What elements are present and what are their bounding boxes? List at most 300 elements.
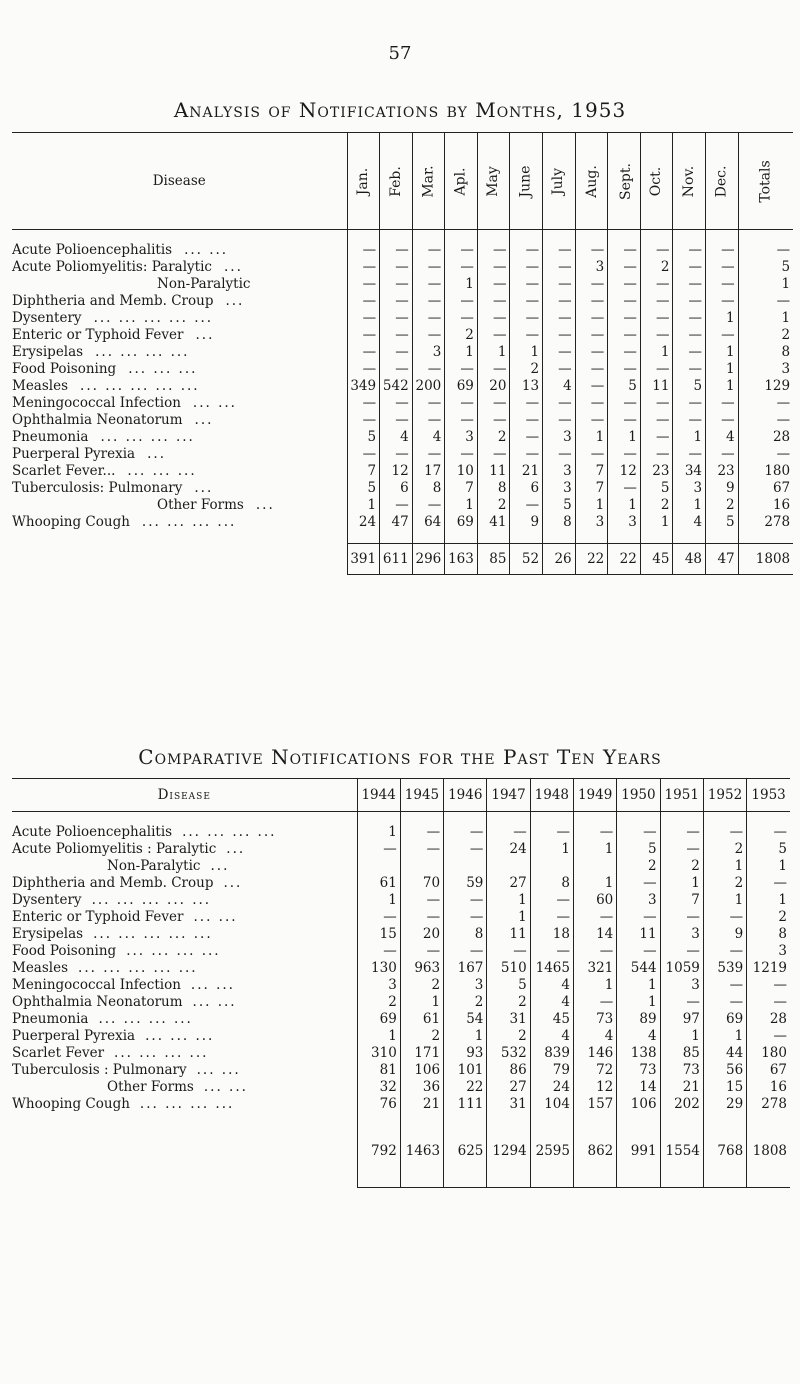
- disease-label: [12, 1062, 357, 1079]
- cell-value: 129: [738, 378, 793, 395]
- cell-value: —: [412, 276, 445, 293]
- cell-value: —: [660, 994, 703, 1011]
- cell-value: —: [444, 909, 487, 926]
- cell-value: —: [400, 943, 443, 960]
- total-value: 47: [706, 544, 739, 575]
- table-row: [12, 1062, 790, 1079]
- cell-value: —: [347, 395, 380, 412]
- cell-value: 3: [617, 892, 660, 909]
- leader-dots: ... ... ...: [127, 463, 197, 479]
- cell-value: —: [673, 412, 706, 429]
- cell-value: —: [380, 310, 413, 327]
- cell-value: 2: [477, 497, 510, 514]
- disease-label: [12, 310, 347, 327]
- cell-value: 13: [510, 378, 543, 395]
- cell-value: 202: [660, 1096, 703, 1113]
- cell-value: 1: [703, 1028, 746, 1045]
- cell-value: 2: [640, 259, 673, 276]
- cell-value: 2: [445, 327, 478, 344]
- disease-label: [12, 242, 347, 259]
- cell-value: 24: [487, 841, 530, 858]
- table-row: [12, 514, 793, 531]
- cell-value: —: [530, 824, 573, 841]
- cell-value: —: [573, 994, 616, 1011]
- leader-dots: ... ... ...: [128, 361, 198, 377]
- table-row: [12, 1045, 790, 1062]
- cell-value: —: [445, 446, 478, 463]
- leader-dots: ... ...: [196, 1062, 241, 1078]
- cell-value: 3: [575, 514, 608, 531]
- leader-dots: ...: [223, 875, 243, 891]
- monthly-notifications-table: [12, 132, 793, 575]
- cell-value: 2: [487, 1028, 530, 1045]
- cell-value: 76: [357, 1096, 400, 1113]
- cell-value: 61: [400, 1011, 443, 1028]
- total-value: 163: [445, 544, 478, 575]
- cell-value: 79: [530, 1062, 573, 1079]
- cell-value: 111: [444, 1096, 487, 1113]
- cell-value: 89: [617, 1011, 660, 1028]
- cell-value: 29: [703, 1096, 746, 1113]
- table1-title: Analysis of Notifications by Months, 1953: [173, 98, 627, 122]
- cell-value: 15: [357, 926, 400, 943]
- cell-value: 10: [445, 463, 478, 480]
- month-header-label: June: [517, 165, 534, 197]
- table-row: [12, 892, 790, 909]
- disease-name: Dysentery: [12, 892, 82, 908]
- cell-value: 70: [400, 875, 443, 892]
- total-value: 1463: [400, 1137, 443, 1188]
- cell-value: 31: [487, 1096, 530, 1113]
- month-header-label: Dec.: [713, 165, 730, 197]
- cell-value: 97: [660, 1011, 703, 1028]
- cell-value: 11: [617, 926, 660, 943]
- cell-value: —: [412, 361, 445, 378]
- spacer-row: [12, 531, 793, 544]
- leader-dots: ... ...: [203, 1079, 248, 1095]
- cell-value: 23: [706, 463, 739, 480]
- cell-value: 3: [412, 344, 445, 361]
- total-value: 1808: [747, 1137, 790, 1188]
- cell-value: 85: [660, 1045, 703, 1062]
- cell-value: —: [673, 327, 706, 344]
- disease-label: [12, 259, 347, 276]
- cell-value: 200: [412, 378, 445, 395]
- total-value: 48: [673, 544, 706, 575]
- disease-label: [12, 994, 357, 1011]
- table-row: [12, 378, 793, 395]
- disease-label: [12, 463, 347, 480]
- disease-name: Meningococcal Infection: [12, 395, 181, 411]
- cell-value: 106: [617, 1096, 660, 1113]
- cell-value: 5: [706, 514, 739, 531]
- cell-value: —: [347, 344, 380, 361]
- cell-value: 2: [444, 994, 487, 1011]
- cell-value: 2: [703, 841, 746, 858]
- leader-dots: ... ...: [192, 994, 237, 1010]
- cell-value: —: [617, 824, 660, 841]
- cell-value: —: [738, 293, 793, 310]
- cell-value: —: [380, 412, 413, 429]
- disease-name: Acute Polioencephalitis: [12, 242, 173, 258]
- cell-value: 539: [703, 960, 746, 977]
- cell-value: —: [673, 344, 706, 361]
- leader-dots: ... ... ... ...: [139, 1096, 235, 1112]
- cell-value: 56: [703, 1062, 746, 1079]
- cell-value: 1: [357, 892, 400, 909]
- cell-value: 1: [575, 429, 608, 446]
- cell-value: —: [575, 412, 608, 429]
- cell-value: 17: [412, 463, 445, 480]
- cell-value: [530, 858, 573, 875]
- cell-value: 3: [357, 977, 400, 994]
- cell-value: 510: [487, 960, 530, 977]
- disease-name: Acute Polioencephalitis: [12, 824, 173, 840]
- disease-label: [12, 892, 357, 909]
- cell-value: 5: [673, 378, 706, 395]
- cell-value: —: [673, 242, 706, 259]
- cell-value: 2: [477, 429, 510, 446]
- cell-value: —: [640, 446, 673, 463]
- cell-value: 1: [445, 344, 478, 361]
- leader-dots: ... ... ... ... ...: [80, 378, 200, 394]
- cell-value: —: [400, 892, 443, 909]
- cell-value: —: [380, 259, 413, 276]
- cell-value: 278: [747, 1096, 790, 1113]
- disease-label: [12, 1028, 357, 1045]
- cell-value: —: [543, 276, 576, 293]
- cell-value: —: [445, 412, 478, 429]
- cell-value: 5: [347, 480, 380, 497]
- cell-value: —: [575, 310, 608, 327]
- leader-dots: ...: [194, 412, 214, 428]
- cell-value: 5: [738, 259, 793, 276]
- cell-value: 8: [444, 926, 487, 943]
- disease-label: [12, 327, 347, 344]
- cell-value: 3: [543, 480, 576, 497]
- cell-value: —: [747, 1028, 790, 1045]
- total-value: 625: [444, 1137, 487, 1188]
- disease-label: [12, 1079, 357, 1096]
- cell-value: —: [510, 429, 543, 446]
- disease-label: [12, 480, 347, 497]
- cell-value: 839: [530, 1045, 573, 1062]
- cell-value: 7: [347, 463, 380, 480]
- table-row: [12, 259, 793, 276]
- spacer-row: [12, 1113, 790, 1125]
- cell-value: —: [673, 361, 706, 378]
- year-header: 1946: [444, 779, 487, 812]
- leader-dots: ... ... ... ...: [114, 1045, 209, 1061]
- leader-dots: ... ... ...: [145, 1028, 215, 1044]
- year-header: 1949: [573, 779, 616, 812]
- cell-value: 15: [703, 1079, 746, 1096]
- total-value: 296: [412, 544, 445, 575]
- cell-value: [400, 858, 443, 875]
- cell-value: 54: [444, 1011, 487, 1028]
- leader-dots: ... ... ... ...: [100, 429, 195, 445]
- cell-value: 1: [445, 276, 478, 293]
- cell-value: 34: [673, 463, 706, 480]
- cell-value: 532: [487, 1045, 530, 1062]
- table2-header-row: [12, 779, 790, 812]
- cell-value: 1: [673, 429, 706, 446]
- cell-value: 1: [617, 994, 660, 1011]
- disease-name: Measles: [12, 378, 69, 394]
- total-value: 22: [575, 544, 608, 575]
- cell-value: 1: [487, 909, 530, 926]
- cell-value: 1: [530, 841, 573, 858]
- table-row: [12, 926, 790, 943]
- cell-value: —: [444, 841, 487, 858]
- cell-value: —: [347, 327, 380, 344]
- cell-value: —: [617, 909, 660, 926]
- disease-label: [12, 344, 347, 361]
- cell-value: —: [608, 293, 641, 310]
- cell-value: 73: [660, 1062, 703, 1079]
- disease-column-header: Disease: [12, 779, 357, 812]
- cell-value: 3: [660, 977, 703, 994]
- cell-value: 2: [747, 909, 790, 926]
- cell-value: 45: [530, 1011, 573, 1028]
- disease-name: Scarlet Fever...: [12, 463, 116, 479]
- cell-value: —: [543, 412, 576, 429]
- leader-dots: ...: [195, 327, 215, 343]
- cell-value: 44: [703, 1045, 746, 1062]
- disease-label: [12, 514, 347, 531]
- cell-value: —: [412, 242, 445, 259]
- cell-value: 1: [747, 858, 790, 875]
- cell-value: 86: [487, 1062, 530, 1079]
- cell-value: 1: [573, 841, 616, 858]
- cell-value: 167: [444, 960, 487, 977]
- total-value: 2595: [530, 1137, 573, 1188]
- table-row: [12, 909, 790, 926]
- cell-value: 3: [543, 463, 576, 480]
- cell-value: 81: [357, 1062, 400, 1079]
- cell-value: —: [477, 412, 510, 429]
- cell-value: —: [477, 446, 510, 463]
- cell-value: —: [673, 276, 706, 293]
- cell-value: —: [738, 242, 793, 259]
- disease-name: Acute Poliomyelitis : Paralytic: [12, 841, 217, 857]
- cell-value: —: [510, 446, 543, 463]
- leader-dots: ... ... ... ...: [182, 824, 277, 840]
- cell-value: 5: [487, 977, 530, 994]
- disease-name: Enteric or Typhoid Fever: [12, 327, 184, 343]
- cell-value: —: [608, 361, 641, 378]
- cell-value: 3: [673, 480, 706, 497]
- cell-value: 21: [660, 1079, 703, 1096]
- cell-value: —: [673, 395, 706, 412]
- cell-value: —: [380, 276, 413, 293]
- total-value: 1294: [487, 1137, 530, 1188]
- disease-label: [12, 926, 357, 943]
- cell-value: —: [575, 344, 608, 361]
- cell-value: —: [640, 276, 673, 293]
- cell-value: 11: [477, 463, 510, 480]
- cell-value: 8: [738, 344, 793, 361]
- table-row: [12, 412, 793, 429]
- cell-value: —: [477, 293, 510, 310]
- cell-value: 1: [608, 497, 641, 514]
- disease-name: Tuberculosis: Pulmonary: [12, 480, 183, 496]
- cell-value: 1: [747, 892, 790, 909]
- total-value: 1554: [660, 1137, 703, 1188]
- month-header: [640, 133, 673, 230]
- year-header: 1947: [487, 779, 530, 812]
- cell-value: —: [608, 327, 641, 344]
- table-row: [12, 1079, 790, 1096]
- cell-value: 180: [747, 1045, 790, 1062]
- disease-name: Non-Paralytic: [157, 276, 251, 292]
- cell-value: —: [673, 446, 706, 463]
- cell-value: —: [575, 327, 608, 344]
- year-header: 1953: [747, 779, 790, 812]
- disease-label: [12, 1096, 357, 1113]
- cell-value: 1: [487, 892, 530, 909]
- disease-name: Erysipelas: [12, 344, 84, 360]
- disease-label: [12, 1011, 357, 1028]
- cell-value: —: [706, 293, 739, 310]
- total-value: 1808: [738, 544, 793, 575]
- cell-value: —: [703, 943, 746, 960]
- cell-value: —: [380, 497, 413, 514]
- cell-value: —: [530, 943, 573, 960]
- cell-value: —: [477, 242, 510, 259]
- leader-dots: ... ...: [190, 977, 235, 993]
- cell-value: 321: [573, 960, 616, 977]
- cell-value: 157: [573, 1096, 616, 1113]
- cell-value: 64: [412, 514, 445, 531]
- cell-value: 2: [400, 977, 443, 994]
- cell-value: —: [347, 259, 380, 276]
- disease-column-header: Disease: [12, 133, 347, 230]
- cell-value: —: [747, 994, 790, 1011]
- cell-value: 963: [400, 960, 443, 977]
- cell-value: 9: [706, 480, 739, 497]
- leader-dots: ...: [147, 446, 166, 462]
- cell-value: 2: [357, 994, 400, 1011]
- cell-value: —: [400, 824, 443, 841]
- disease-label: [12, 841, 357, 858]
- table2-title: Comparative Notifications for the Past Ten Years: [138, 745, 662, 769]
- cell-value: 9: [510, 514, 543, 531]
- leader-dots: ...: [226, 841, 246, 857]
- disease-label: [12, 446, 347, 463]
- cell-value: —: [380, 395, 413, 412]
- totals-row: [12, 1137, 790, 1188]
- cell-value: —: [703, 994, 746, 1011]
- month-header: [445, 133, 478, 230]
- table-row: [12, 463, 793, 480]
- leader-dots: ...: [194, 480, 214, 496]
- cell-value: —: [444, 892, 487, 909]
- cell-value: —: [477, 310, 510, 327]
- month-header-label: May: [485, 165, 502, 197]
- cell-value: 4: [573, 1028, 616, 1045]
- disease-label: [12, 293, 347, 310]
- cell-value: 6: [510, 480, 543, 497]
- month-header-label: Mar.: [420, 164, 437, 198]
- cell-value: 20: [400, 926, 443, 943]
- cell-value: —: [608, 480, 641, 497]
- cell-value: 349: [347, 378, 380, 395]
- cell-value: —: [608, 412, 641, 429]
- cell-value: 146: [573, 1045, 616, 1062]
- table-row: [12, 994, 790, 1011]
- month-header-label: Oct.: [648, 166, 665, 196]
- cell-value: —: [738, 412, 793, 429]
- cell-value: —: [543, 395, 576, 412]
- disease-name: Whooping Cough: [12, 1096, 130, 1112]
- disease-name: Pneumonia: [12, 429, 89, 445]
- month-header: [673, 133, 706, 230]
- cell-value: 8: [747, 926, 790, 943]
- cell-value: 5: [608, 378, 641, 395]
- cell-value: —: [543, 310, 576, 327]
- disease-name: Puerperal Pyrexia: [12, 1028, 136, 1044]
- cell-value: —: [412, 395, 445, 412]
- cell-value: 1: [617, 977, 660, 994]
- cell-value: 3: [608, 514, 641, 531]
- cell-value: —: [477, 259, 510, 276]
- cell-value: —: [510, 293, 543, 310]
- cell-value: —: [444, 824, 487, 841]
- disease-name: Erysipelas: [12, 926, 84, 942]
- table1-header-row: [12, 133, 793, 230]
- cell-value: —: [400, 909, 443, 926]
- cell-value: —: [510, 412, 543, 429]
- leader-dots: ... ...: [184, 242, 229, 258]
- cell-value: 23: [640, 463, 673, 480]
- month-header: [608, 133, 641, 230]
- cell-value: 14: [617, 1079, 660, 1096]
- cell-value: 3: [747, 943, 790, 960]
- cell-value: 7: [575, 480, 608, 497]
- table-row: [12, 446, 793, 463]
- disease-name: Diphtheria and Memb. Croup: [12, 875, 214, 891]
- leader-dots: ... ... ... ...: [98, 1011, 193, 1027]
- cell-value: —: [400, 841, 443, 858]
- cell-value: —: [673, 259, 706, 276]
- cell-value: —: [608, 395, 641, 412]
- cell-value: 22: [444, 1079, 487, 1096]
- cell-value: —: [347, 242, 380, 259]
- cell-value: —: [530, 892, 573, 909]
- cell-value: —: [530, 909, 573, 926]
- disease-name: Pneumonia: [12, 1011, 89, 1027]
- leader-dots: ...: [255, 497, 275, 513]
- disease-label: [12, 395, 347, 412]
- cell-value: 310: [357, 1045, 400, 1062]
- spacer-row: [12, 230, 793, 243]
- cell-value: 27: [487, 875, 530, 892]
- cell-value: 4: [673, 514, 706, 531]
- table-row: [12, 276, 793, 293]
- cell-value: —: [747, 977, 790, 994]
- cell-value: —: [445, 259, 478, 276]
- cell-value: —: [738, 395, 793, 412]
- cell-value: 4: [530, 1028, 573, 1045]
- year-header: 1952: [703, 779, 746, 812]
- year-header: 1948: [530, 779, 573, 812]
- page-number: 57: [388, 43, 412, 64]
- cell-value: —: [412, 310, 445, 327]
- cell-value: —: [380, 446, 413, 463]
- total-value: 45: [640, 544, 673, 575]
- cell-value: —: [445, 242, 478, 259]
